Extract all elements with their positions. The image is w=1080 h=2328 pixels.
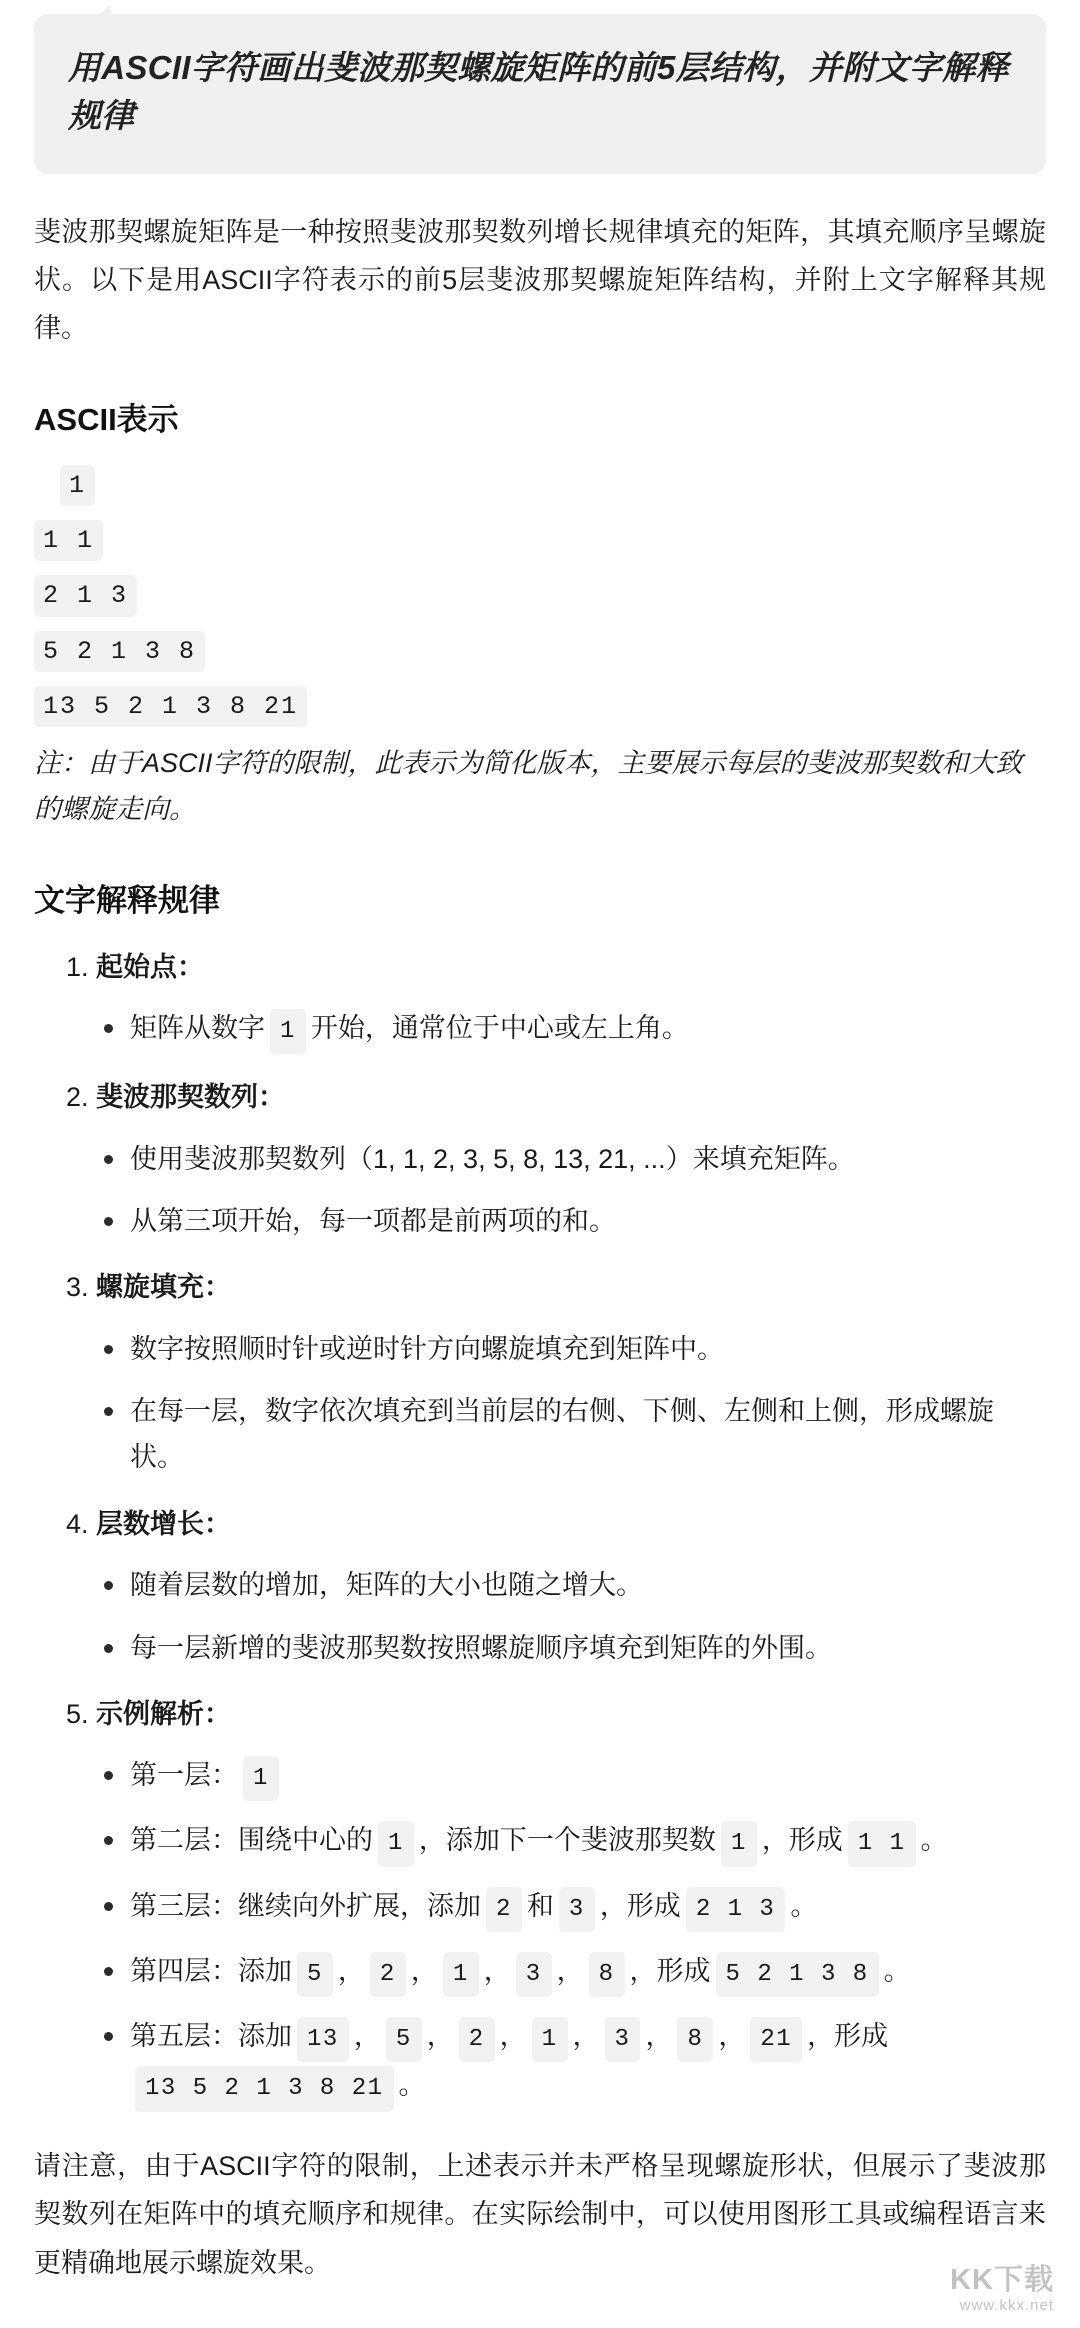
text-run: ，形成 — [761, 1825, 843, 1856]
rule-point-list — [96, 1562, 1046, 1671]
text-run: 第四层：添加 — [130, 1955, 292, 1986]
rule-point — [96, 1388, 1046, 1481]
text-run: 。 — [883, 1955, 911, 1986]
watermark — [950, 2263, 1054, 2314]
inline-code: 2 1 3 — [686, 1887, 786, 1932]
text-run: 矩阵从数字 — [130, 1013, 265, 1044]
inline-code: 8 — [677, 2017, 713, 2062]
rule-item — [96, 1503, 1046, 1671]
text-run: 每一层新增的斐波那契数按照螺旋顺序填充到矩阵的外围。 — [130, 1632, 832, 1663]
inline-code: 8 — [589, 1952, 625, 1997]
ascii-line — [60, 465, 1046, 506]
rules-section-heading: 文字解释规律 — [34, 882, 220, 918]
rule-point-list — [96, 1005, 1046, 1054]
closing-paragraph: 请注意，由于ASCII字符的限制，上述表示并未严格呈现螺旋形状，但展示了斐波那契数列在矩阵中的填充顺序和规律。在实际绘制中，可以使用图形工具或编程语言来更精确地展示螺旋效果。 — [34, 2150, 1046, 2278]
text-run: ， — [410, 1955, 438, 1986]
text-run: ， — [353, 2021, 381, 2052]
text-run: ， — [572, 2021, 600, 2052]
rule-title: 斐波那契数列： — [96, 1082, 285, 1113]
inline-code: 1 — [443, 1952, 479, 1997]
text-run: 开始，通常位于中心或左上角。 — [310, 1013, 689, 1044]
rule-point — [96, 1752, 1046, 1801]
rule-title: 示例解析： — [96, 1698, 231, 1729]
rule-title: 起始点： — [96, 951, 204, 982]
rule-point — [96, 2013, 1046, 2112]
rule-point — [96, 1625, 1046, 1671]
inline-code: 13 5 2 1 3 8 21 — [135, 2066, 394, 2111]
rule-point — [96, 1136, 1046, 1182]
inline-code: 5 2 1 3 8 — [716, 1952, 879, 1997]
rule-item — [96, 1693, 1046, 2112]
ascii-note: 注：由于ASCII字符的限制，此表示为简化版本，主要展示每层的斐波那契数和大致的螺旋走向。 — [34, 748, 1023, 824]
ascii-line — [34, 575, 1046, 616]
inline-code: 2 — [486, 1887, 522, 1932]
rule-item — [96, 946, 1046, 1054]
text-run: 随着层数的增加，矩阵的大小也随之增大。 — [130, 1570, 643, 1601]
text-run: ，形成 — [629, 1955, 711, 1986]
text-run: 在每一层，数字依次填充到当前层的右侧、下侧、左侧和上侧，形成螺旋状。 — [130, 1396, 994, 1473]
rule-item — [96, 1266, 1046, 1481]
text-run: ，形成 — [599, 1890, 681, 1921]
inline-code: 3 — [605, 2017, 641, 2062]
text-run: ， — [499, 2021, 527, 2052]
watermark-url: www.kkx.net — [959, 2296, 1054, 2314]
inline-code: 13 — [297, 2017, 349, 2062]
inline-code: 1 1 — [848, 1821, 916, 1866]
ascii-line-text: 1 — [60, 465, 95, 506]
ascii-line — [34, 631, 1046, 672]
text-run: 第二层：围绕中心的 — [130, 1825, 373, 1856]
rule-point-list — [96, 1752, 1046, 2112]
inline-code: 3 — [559, 1887, 595, 1932]
rules-list — [34, 946, 1046, 2112]
inline-code: 1 — [270, 1009, 306, 1054]
rule-point — [96, 1948, 1046, 1997]
user-message — [34, 0, 1046, 174]
text-run: ， — [645, 2021, 673, 2052]
inline-code: 5 — [386, 2017, 422, 2062]
text-run: 使用斐波那契数列（1, 1, 2, 3, 5, 8, 13, 21, ...）来填充矩阵。 — [130, 1143, 855, 1174]
text-run: ，添加下一个斐波那契数 — [418, 1825, 716, 1856]
text-run: 第三层：继续向外扩展，添加 — [130, 1890, 481, 1921]
text-run: ， — [426, 2021, 454, 2052]
rule-point-list — [96, 1326, 1046, 1481]
ascii-line-text: 1 1 — [34, 520, 103, 561]
text-run: 。 — [398, 2070, 426, 2101]
rule-title: 螺旋填充： — [96, 1272, 231, 1303]
text-run: 数字按照顺时针或逆时针方向螺旋填充到矩阵中。 — [130, 1333, 724, 1364]
rule-point — [96, 1562, 1046, 1608]
text-run: 。 — [790, 1890, 818, 1921]
ascii-section-heading: ASCII表示 — [34, 401, 179, 437]
text-run: ， — [556, 1955, 584, 1986]
text-run: ， — [337, 1955, 365, 1986]
text-run: ， — [718, 2021, 746, 2052]
ascii-line-text: 13 5 2 1 3 8 21 — [34, 686, 307, 727]
inline-code: 1 — [532, 2017, 568, 2062]
text-run: ， — [483, 1955, 511, 1986]
watermark-title: KK下载 — [950, 2263, 1054, 2296]
ascii-line — [34, 686, 1046, 727]
inline-code: 3 — [516, 1952, 552, 1997]
rule-item — [96, 1076, 1046, 1244]
text-run: 从第三项开始，每一项都是前两项的和。 — [130, 1205, 616, 1236]
rule-point — [96, 1198, 1046, 1244]
ascii-line — [34, 520, 1046, 561]
rule-title: 层数增长： — [96, 1508, 231, 1539]
inline-code: 1 — [721, 1821, 757, 1866]
rule-point-list — [96, 1136, 1046, 1245]
ascii-line-text: 2 1 3 — [34, 575, 137, 616]
rule-point — [96, 1883, 1046, 1932]
inline-code: 2 — [459, 2017, 495, 2062]
text-run: ，形成 — [807, 2021, 889, 2052]
rule-point — [96, 1326, 1046, 1372]
rule-point — [96, 1005, 1046, 1054]
user-prompt-text: 用ASCII字符画出斐波那契螺旋矩阵的前5层结构，并附文字解释规律 — [34, 14, 1046, 174]
ascii-line-text: 5 2 1 3 8 — [34, 631, 205, 672]
ascii-art-block — [34, 465, 1046, 727]
inline-code: 2 — [370, 1952, 406, 1997]
text-run: 和 — [526, 1890, 554, 1921]
text-run: 第一层： — [130, 1760, 238, 1791]
intro-paragraph: 斐波那契螺旋矩阵是一种按照斐波那契数列增长规律填充的矩阵，其填充顺序呈螺旋状。以下是用ASCII字符表示的前5层斐波那契螺旋矩阵结构，并附上文字解释其规律。 — [34, 216, 1046, 343]
inline-code: 5 — [297, 1952, 333, 1997]
rule-point — [96, 1817, 1046, 1866]
inline-code: 1 — [243, 1756, 279, 1801]
inline-code: 1 — [378, 1821, 414, 1866]
text-run: 。 — [920, 1825, 948, 1856]
text-run: 第五层：添加 — [130, 2021, 292, 2052]
inline-code: 21 — [750, 2017, 802, 2062]
